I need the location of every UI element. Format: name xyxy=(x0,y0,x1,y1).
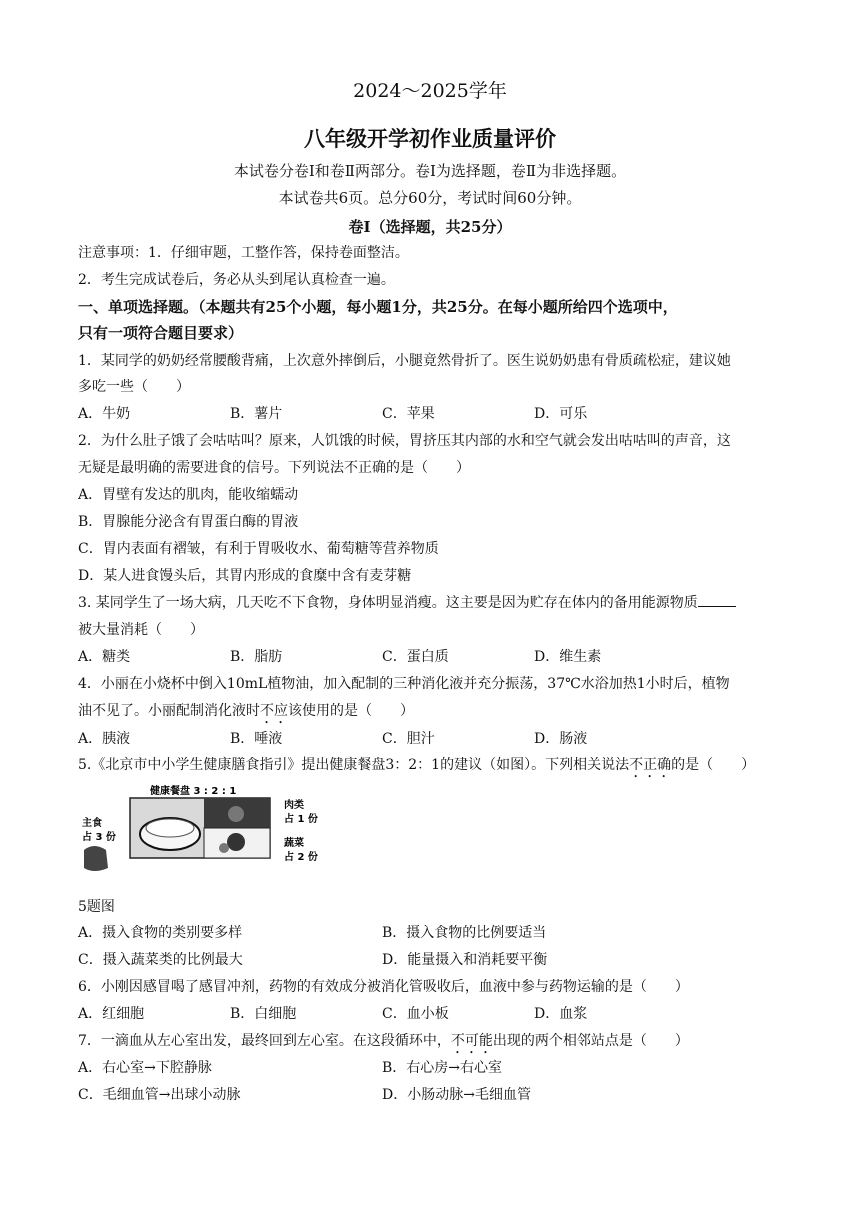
q5-option-d: D．能量摄入和消耗要平衡 xyxy=(382,952,548,968)
q7-stem-text-b: 出现的两个相邻站点是（ ） xyxy=(492,1033,689,1049)
q3-option-b: B．脂肪 xyxy=(230,649,283,665)
q5-stem xyxy=(78,754,755,781)
q2-option-a: A．胃壁有发达的肌肉，能收缩蠕动 xyxy=(78,487,299,503)
q7-option-a: A．右心室→下腔静脉 xyxy=(78,1060,212,1076)
q6-option-c: C．血小板 xyxy=(382,1006,449,1022)
q2-option-d: D．某人进食馒头后，其胃内形成的食糜中含有麦芽糖 xyxy=(78,568,412,584)
q6-option-d: D．血浆 xyxy=(534,1006,588,1022)
q3-stem-line-2: 被大量消耗（ ） xyxy=(78,622,204,638)
q7-option-c: C．毛细血管→出球小动脉 xyxy=(78,1087,241,1103)
figure-label-veg-2: 占 2 份 xyxy=(284,852,318,863)
q7-emphasis-text: 不可能 xyxy=(450,1033,493,1049)
q4-stem-line-2 xyxy=(78,700,414,727)
exam-intro-2: 本试卷共6页。总分60分，考试时间60分钟。 xyxy=(278,189,582,207)
q5-option-c: C．摄入蔬菜类的比例最大 xyxy=(78,952,243,968)
q4-stem-text-a: 油不见了。小丽配制消化液时 xyxy=(78,703,260,719)
q4-option-d: D．肠液 xyxy=(534,731,588,747)
q5-stem-text-a: 5.《北京市中小学生健康膳食指引》提出健康餐盘3：2：1的建议（如图）。下列相关说法 xyxy=(78,757,630,773)
q2-option-b: B．胃腺能分泌含有胃蛋白酶的胃液 xyxy=(78,514,299,530)
bowl-mascot-icon xyxy=(84,846,108,871)
q5-emphasis-text: 不正确 xyxy=(629,757,672,773)
q1-option-c: C．苹果 xyxy=(382,406,435,422)
q1-option-b: B．薯片 xyxy=(230,406,283,422)
q7-stem-text-a: 7．一滴血从左心室出发，最终回到左心室。在这段循环中， xyxy=(78,1033,451,1049)
q2-stem-line-1: 2．为什么肚子饿了会咕咕叫？原来，人饥饿的时候，胃挤压其内部的水和空气就会发出咕咕叫的声音，这 xyxy=(78,433,731,449)
q3-stem-text: 3. 某同学生了一场大病，几天吃不下食物，身体明显消瘦。这主要是因为贮存在体内的备用能源物质 xyxy=(78,595,698,611)
vegetable-icon xyxy=(227,833,245,851)
q4-option-c: C．胆汁 xyxy=(382,731,435,747)
q6-option-b: B．白细胞 xyxy=(230,1006,297,1022)
notes-line-2: 2．考生完成试卷后，务必从头到尾认真检查一遍。 xyxy=(78,272,395,288)
vegetable-leaf-icon xyxy=(219,843,229,853)
volume-heading: 卷Ⅰ（选择题，共25分） xyxy=(348,218,512,236)
school-year: 2024～2025学年 xyxy=(353,80,507,102)
rice xyxy=(146,819,194,837)
q3-stem-line-1 xyxy=(78,592,736,612)
q3-option-c: C．蛋白质 xyxy=(382,649,449,665)
figure-label-meat-1: 肉类 xyxy=(284,800,304,811)
section-heading-line-1: 一、单项选择题。（本题共有25个小题，每小题1分，共25分。在每小题所给四个选项中， xyxy=(78,298,678,316)
figure-label-staple-2: 占 3 份 xyxy=(82,832,116,843)
q4-option-b: B．唾液 xyxy=(230,731,283,747)
figure-title: 健康餐盘 3 : 2 : 1 xyxy=(150,786,237,797)
exam-title: 八年级开学初作业质量评价 xyxy=(304,126,556,151)
q7-option-d: D．小肠动脉→毛细血管 xyxy=(382,1087,531,1103)
answer-blank xyxy=(698,594,736,607)
meat-icon xyxy=(228,806,244,822)
q3-option-d: D．维生素 xyxy=(534,649,602,665)
q1-option-a: A．牛奶 xyxy=(78,406,131,422)
q1-stem-line-2: 多吃一些（ ） xyxy=(78,379,190,395)
q5-option-a: A．摄入食物的类别要多样 xyxy=(78,925,243,941)
q2-option-c: C．胃内表面有褶皱，有利于胃吸收水、葡萄糖等营养物质 xyxy=(78,541,439,557)
q4-stem-line-1: 4．小丽在小烧杯中倒入10mL植物油，加入配制的三种消化液并充分振荡，37℃水浴加热1小时后，植物 xyxy=(78,676,730,692)
q1-option-d: D．可乐 xyxy=(534,406,588,422)
q1-stem-line-1: 1．某同学的奶奶经常腰酸背痛，上次意外摔倒后，小腿竟然骨折了。医生说奶奶患有骨质疏松症，建议她 xyxy=(78,353,731,369)
q5-option-b: B．摄入食物的比例要适当 xyxy=(382,925,547,941)
exam-intro-1: 本试卷分卷Ⅰ和卷Ⅱ两部分。卷Ⅰ为选择题，卷Ⅱ为非选择题。 xyxy=(233,162,627,180)
q6-option-a: A．红细胞 xyxy=(78,1006,145,1022)
section-heading-line-2: 只有一项符合题目要求） xyxy=(78,324,244,342)
q7-stem xyxy=(78,1030,689,1057)
q6-stem: 6．小刚因感冒喝了感冒冲剂，药物的有效成分被消化管吸收后，血液中参与药物运输的是（ ） xyxy=(78,979,689,995)
q3-option-a: A．糖类 xyxy=(78,649,131,665)
q7-option-b: B．右心房→右心室 xyxy=(382,1060,503,1076)
q5-figure-caption: 5题图 xyxy=(78,899,115,915)
figure-label-veg-1: 蔬菜 xyxy=(284,838,304,849)
q4-option-a: A．胰液 xyxy=(78,731,131,747)
q4-stem-text-b: 该使用的是（ ） xyxy=(288,703,414,719)
q2-stem-line-2: 无疑是最明确的需要进食的信号。下列说法不正确的是（ ） xyxy=(78,460,470,476)
figure-label-staple-1: 主食 xyxy=(82,818,102,829)
healthy-plate-figure xyxy=(78,784,330,882)
figure-label-meat-2: 占 1 份 xyxy=(284,814,318,825)
q4-emphasis-text: 不应 xyxy=(260,703,288,719)
notes-line-1: 注意事项：1．仔细审题，工整作答，保持卷面整洁。 xyxy=(78,245,409,261)
q5-stem-text-b: 的是（ ） xyxy=(671,757,756,773)
